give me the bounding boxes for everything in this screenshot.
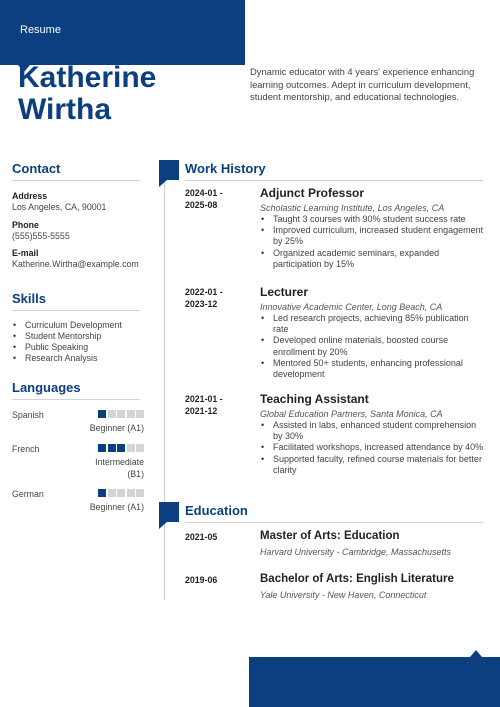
skill-item: • Research Analysis	[12, 353, 142, 364]
job-entry	[260, 285, 485, 380]
language-level-bars	[98, 444, 144, 452]
work-history-title: Work History	[185, 161, 266, 176]
job-bullet: • Led research projects, achieving 85% publication rate	[260, 313, 485, 335]
professional-summary: Dynamic educator with 4 years' experience enhancing learning outcomes. Adept in curriculum development, student mentorship, and educational technologies.	[250, 66, 475, 102]
level-square-filled	[98, 489, 106, 497]
contact-rule	[12, 180, 140, 181]
degree-prefix: Master of Arts	[260, 530, 337, 542]
language-name: French	[12, 444, 40, 454]
language-name: German	[12, 489, 44, 499]
work-history-flag-icon	[159, 160, 179, 180]
language-spanish	[12, 410, 144, 440]
language-level: Beginner (A1)	[89, 502, 144, 512]
level-square-empty	[117, 489, 125, 497]
languages-title: Languages	[12, 380, 81, 395]
job-dates	[185, 393, 223, 417]
contact-section	[12, 161, 142, 271]
level-square-empty	[127, 489, 135, 497]
job-company: Global Education Partners, Santa Monica, CA	[260, 409, 443, 419]
skill-item: • Public Speaking	[12, 342, 142, 353]
degree-prefix: Bachelor of Arts	[260, 573, 350, 585]
job-bullet: • Taught 3 courses with 90% student success rate	[260, 214, 485, 225]
job-company: Scholastic Learning Institute, Los Angeles, CA	[260, 203, 445, 213]
level-square-empty	[136, 489, 144, 497]
skills-rule	[12, 310, 140, 311]
language-level-bars	[98, 410, 144, 418]
education-entry	[260, 529, 485, 558]
level-square-empty	[136, 410, 144, 418]
job-entry	[260, 392, 485, 476]
header-band	[0, 0, 245, 65]
address-label: Address	[12, 191, 48, 201]
job-start-date: 2024-01 -	[185, 188, 223, 198]
languages-rule	[12, 399, 140, 400]
job-bullet: • Supported faculty, refined course materials for better clarity	[260, 454, 485, 476]
job-end-date: 2023-12	[185, 299, 218, 309]
job-bullet: • Organized academic seminars, expanded participation by 15%	[260, 248, 485, 270]
job-bullet: • Developed online materials, boosted course enrollment by 20%	[260, 335, 485, 357]
language-french	[12, 444, 144, 484]
last-name: Wirtha	[18, 93, 112, 126]
job-end-date: 2025-08	[185, 200, 218, 210]
level-square-empty	[127, 444, 135, 452]
education-flag-icon	[159, 502, 179, 522]
language-german	[12, 489, 144, 519]
level-square-filled	[98, 444, 106, 452]
job-bullets	[260, 420, 485, 476]
level-square-empty	[108, 410, 116, 418]
education-rule	[185, 522, 483, 523]
job-bullet: • Assisted in labs, enhanced student comprehension by 30%	[260, 420, 485, 442]
job-bullet: • Mentored 50+ students, enhancing professional development	[260, 358, 485, 380]
job-title: Adjunct Professor	[260, 186, 365, 200]
job-bullets	[260, 313, 485, 380]
education-date: 2019-06	[185, 575, 218, 585]
first-name: Katherine	[18, 61, 157, 94]
skills-title: Skills	[12, 291, 46, 306]
languages-section	[12, 380, 142, 400]
language-name: Spanish	[12, 410, 44, 420]
level-square-empty	[117, 410, 125, 418]
job-bullet: • Improved curriculum, increased student engagement by 25%	[260, 225, 485, 247]
language-level: Intermediate (B1)	[95, 457, 144, 479]
job-company: Innovative Academic Center, Long Beach, CA	[260, 302, 443, 312]
degree-field: Education	[343, 530, 400, 542]
skill-item: • Student Mentorship	[12, 331, 142, 342]
job-dates	[185, 187, 223, 211]
job-bullets	[260, 214, 485, 270]
education-title: Education	[185, 503, 248, 518]
education-date: 2021-05	[185, 532, 218, 542]
level-square-empty	[127, 410, 135, 418]
school: Harvard University - Cambridge, Massachusetts	[260, 547, 452, 557]
job-dates	[185, 286, 223, 310]
job-entry	[260, 186, 485, 270]
phone-value: (555)555-5555	[12, 230, 70, 241]
timeline-line	[164, 172, 165, 600]
skill-item: • Curriculum Development	[12, 320, 142, 331]
education-entry	[260, 572, 485, 601]
job-bullet: • Facilitated workshops, increased attendance by 40%	[260, 442, 485, 453]
level-square-filled	[117, 444, 125, 452]
job-start-date: 2022-01 -	[185, 287, 223, 297]
skills-list	[12, 320, 142, 364]
email-value: Katherine.Wirtha@example.com	[12, 259, 139, 269]
school: Yale University - New Haven, Connecticut	[260, 590, 427, 600]
level-square-filled	[98, 410, 106, 418]
email-label: E-mail	[12, 248, 39, 258]
language-level: Beginner (A1)	[89, 423, 144, 433]
level-square-empty	[136, 444, 144, 452]
language-level-bars	[98, 489, 144, 497]
address-value: Los Angeles, CA, 90001	[12, 202, 107, 212]
degree: Master of Arts: Education	[260, 530, 400, 542]
skills-section	[12, 291, 142, 364]
work-history-rule	[185, 180, 483, 181]
level-square-filled	[108, 444, 116, 452]
job-end-date: 2021-12	[185, 406, 218, 416]
phone-label: Phone	[12, 219, 39, 230]
candidate-name	[18, 62, 156, 126]
level-square-empty	[108, 489, 116, 497]
job-title: Lecturer	[260, 285, 309, 299]
contact-title: Contact	[12, 161, 61, 176]
footer-band	[249, 657, 500, 707]
degree-field: English Literature	[356, 573, 454, 585]
footer-band-pointer	[470, 650, 482, 657]
job-title: Teaching Assistant	[260, 392, 369, 406]
degree: Bachelor of Arts: English Literature	[260, 573, 454, 585]
resume-tag: Resume	[20, 24, 61, 36]
job-start-date: 2021-01 -	[185, 394, 223, 404]
